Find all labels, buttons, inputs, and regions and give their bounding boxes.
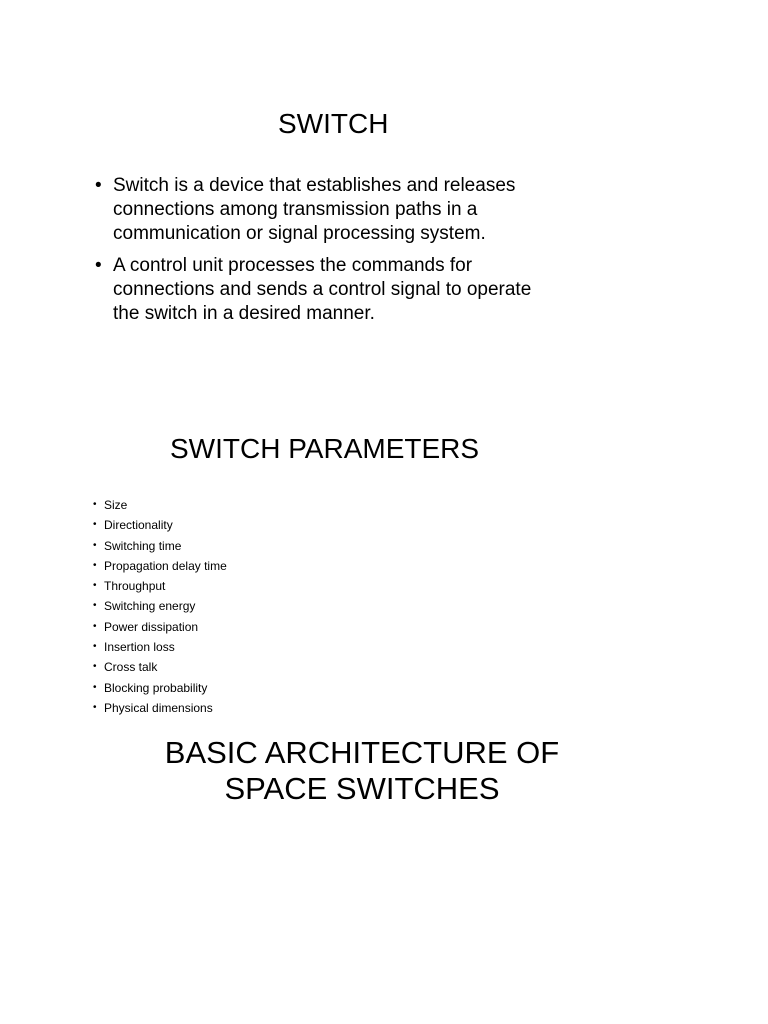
bullet-icon: •	[93, 580, 97, 592]
switch-parameters-list	[93, 495, 227, 718]
switch-definition-list	[95, 174, 555, 334]
list-item	[93, 657, 227, 677]
bullet-icon: •	[93, 559, 97, 571]
list-item	[93, 576, 227, 596]
list-item	[93, 596, 227, 616]
list-item	[93, 698, 227, 718]
list-item	[93, 495, 227, 515]
list-item	[93, 637, 227, 657]
parameter-label: Size	[104, 498, 128, 512]
bullet-icon: •	[93, 641, 97, 653]
list-item	[93, 678, 227, 698]
parameter-label: Insertion loss	[104, 640, 175, 655]
bullet-icon: •	[95, 255, 102, 276]
parameter-label: Power dissipation	[104, 619, 199, 634]
list-item	[93, 617, 227, 637]
list-item	[93, 515, 227, 535]
bullet-icon: •	[93, 620, 97, 632]
list-item	[95, 174, 555, 246]
parameter-label: Switching time	[104, 538, 182, 553]
bullet-text: A control unit processes the commands for connections and sends a control signal to operate the switch in a desired manner.	[113, 255, 532, 324]
bullet-icon: •	[93, 661, 97, 673]
bullet-icon: •	[93, 519, 97, 531]
bullet-icon: •	[93, 539, 97, 551]
bullet-icon: •	[93, 681, 97, 693]
parameter-label: Cross talk	[104, 660, 158, 675]
parameter-label: Switching energy	[104, 599, 196, 614]
list-item	[93, 536, 227, 556]
list-item	[95, 254, 555, 326]
parameter-label: Blocking probability	[104, 680, 208, 695]
bullet-icon: •	[93, 600, 97, 612]
parameter-label: Physical dimensions	[104, 700, 213, 715]
list-item	[93, 556, 227, 576]
parameter-label: Propagation delay time	[104, 558, 227, 573]
switch-parameters-title: SWITCH PARAMETERS	[170, 433, 480, 464]
bullet-icon: •	[95, 175, 102, 196]
bullet-icon: •	[93, 499, 97, 510]
bullet-text: Switch is a device that establishes and releases connections among transmission paths in a communication or signal processing system.	[113, 175, 516, 244]
switch-title: SWITCH	[278, 108, 389, 139]
parameter-label: Directionality	[104, 518, 173, 533]
bullet-icon: •	[93, 701, 97, 713]
parameter-label: Throughput	[104, 579, 166, 594]
architecture-title: BASIC ARCHITECTURE OF SPACE SWITCHES	[164, 735, 560, 806]
